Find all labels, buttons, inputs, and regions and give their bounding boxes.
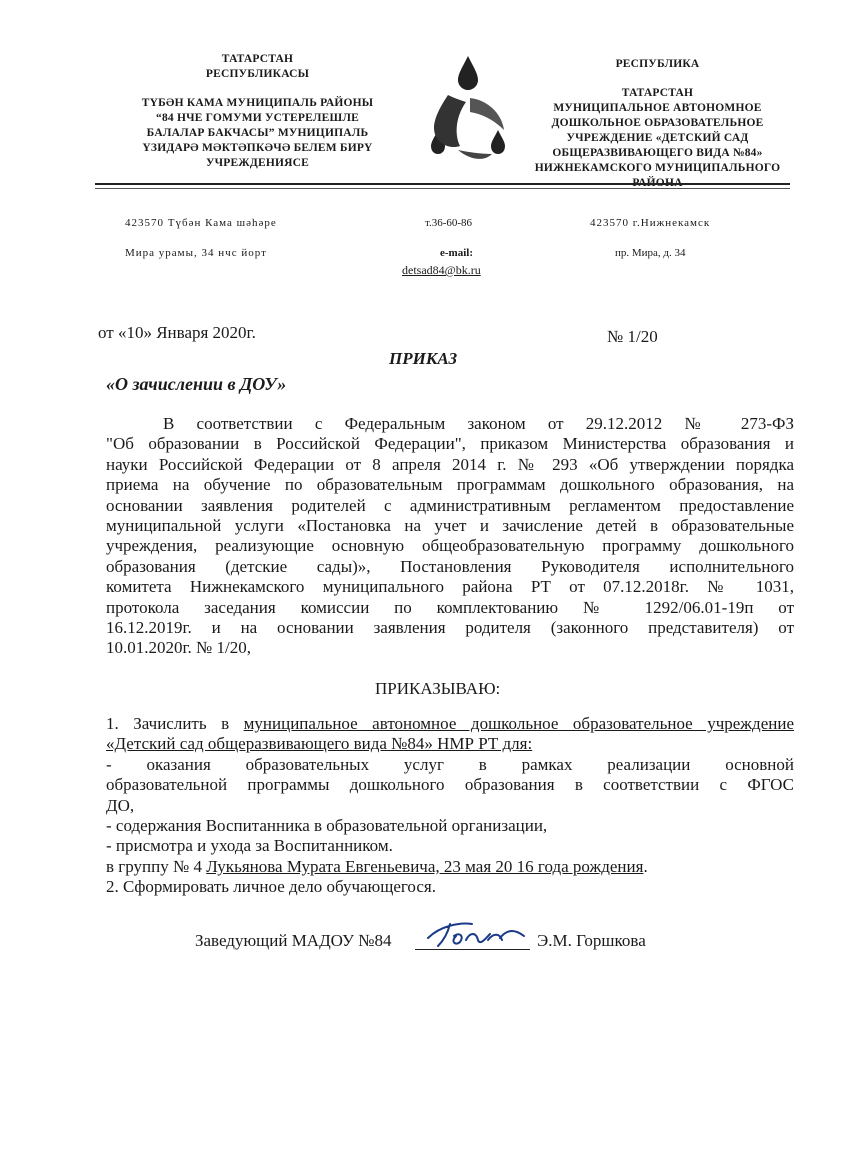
header-right-line: УЧРЕЖДЕНИЕ «ДЕТСКИЙ САД xyxy=(566,132,749,144)
group-line xyxy=(106,857,794,877)
preamble-line: протокола заседания комиссии по комплектованию № 1292/06.01-19п от xyxy=(106,597,794,617)
header-left xyxy=(130,52,385,171)
head-name: Э.М. Горшкова xyxy=(537,931,646,950)
item-1-line-1 xyxy=(106,714,794,734)
bullet-3: - присмотра и ухода за Воспитанником. xyxy=(106,836,393,856)
signature-icon xyxy=(420,918,530,954)
preamble-line: образования (детские сады)», Постановления Руководителя исполнительного xyxy=(106,556,794,576)
preamble-line: 10.01.2020г. № 1/20, xyxy=(106,638,251,658)
header-left-line: “84 НЧЕ ГОМУМИ УСТЕРЕЛЕШЛЕ xyxy=(156,112,359,124)
contact-right-postcode: 423570 г.Нижнекамск xyxy=(590,217,711,229)
preamble-line: основании заявления родителей с административным регламентом предоставление xyxy=(106,495,794,515)
bullet-2: - содержания Воспитанника в образовательной организации, xyxy=(106,816,548,836)
order-title: ПРИКАЗ xyxy=(389,349,458,368)
preamble-line: В соответствии с Федеральным законом от 29.12.2012 № 273-ФЗ xyxy=(163,414,794,433)
header-left-line: РЕСПУБЛИКАСЫ xyxy=(205,68,310,80)
header-right-line: НИЖНЕКАМСКОГО МУНИЦИПАЛЬНОГО xyxy=(534,162,781,174)
group-prefix: в группу № 4 xyxy=(106,856,207,876)
preamble xyxy=(106,414,794,659)
contact-left-postcode: 423570 Түбән Кама шәһәре xyxy=(125,217,277,229)
decree-word: ПРИКАЗЫВАЮ: xyxy=(375,679,501,698)
bullet-1-line-2: образовательной программы дошкольного образования в соответствии с ФГОС xyxy=(106,775,794,795)
group-suffix: . xyxy=(643,856,648,876)
header-right-line: РЕСПУБЛИКА xyxy=(615,58,700,70)
preamble-line: учреждения, реализующие основную общеобразовательную программу дошкольного xyxy=(106,536,794,556)
logo xyxy=(418,50,518,175)
order-items xyxy=(106,714,794,898)
item-1-prefix: 1. Зачислить в xyxy=(106,714,244,733)
header-divider-thin xyxy=(95,188,790,189)
header-right-line: РАЙОНА xyxy=(632,177,683,189)
header-divider xyxy=(95,183,790,185)
item-1-org: муниципальное автономное дошкольное образовательное учреждение xyxy=(243,714,794,733)
bullet-1-line-1: - оказания образовательных услуг в рамках реализации основной xyxy=(106,754,794,774)
header-left-line: БАЛАЛАР БАКЧАСЫ” МУНИЦИПАЛЬ xyxy=(146,127,369,139)
preamble-line: науки Российской Федерации от 8 апреля 2014 г. № 293 «Об утверждении порядка xyxy=(106,454,794,474)
item-2: 2. Сформировать личное дело обучающегося. xyxy=(106,877,436,897)
contact-phone: т.36-60-86 xyxy=(425,217,473,229)
item-1-org-cont: «Детский сад общеразвивающего вида №84» НМР РТ для: xyxy=(106,734,533,754)
preamble-line: "Об образовании в Российской Федерации", приказом Министерства образования и xyxy=(106,434,794,454)
header-left-line: ТҮБӘН КАМА МУНИЦИПАЛЬ РАЙОНЫ xyxy=(141,97,374,109)
preamble-line: муниципальной услуги «Постановка на учет и зачисление детей в образовательные xyxy=(106,516,794,536)
header-right-line: ДОШКОЛЬНОЕ ОБРАЗОВАТЕЛЬНОЕ xyxy=(551,117,764,129)
order-number: № 1/20 xyxy=(607,327,658,346)
preamble-line: приема на обучение по образовательным программам дошкольного образования, на xyxy=(106,475,794,495)
header-right xyxy=(530,57,785,191)
child-name: Лукьянова Мурата Евгеньевича, 23 мая 20 16 года рождения xyxy=(206,856,644,876)
header-right-line: ТАТАРСТАН xyxy=(621,87,694,99)
preamble-line: 16.12.2019г. и на основании заявления родителя (законного представителя) от xyxy=(106,618,794,638)
contact-email-label: e-mail: xyxy=(440,247,473,259)
item-1-line-2 xyxy=(106,734,794,754)
contact-left-street: Мира урамы, 34 нчс йорт xyxy=(125,247,267,259)
order-date: от «10» Января 2020г. xyxy=(98,323,256,342)
logo-drops-icon xyxy=(418,50,518,175)
bullet-1-line-3: ДО, xyxy=(106,795,135,815)
preamble-line: комитета Нижнекамского муниципального района РТ от 07.12.2018г. № 1031, xyxy=(106,577,794,597)
contact-right-street: пр. Мира, д. 34 xyxy=(615,247,686,259)
header-left-line: УЧРЕЖДЕНИЯСЕ xyxy=(205,157,310,169)
contact-email-link[interactable]: detsad84@bk.ru xyxy=(402,263,481,277)
header-left-line: ТАТАРСТАН xyxy=(221,53,294,65)
header-right-line: МУНИЦИПАЛЬНОЕ АВТОНОМНОЕ xyxy=(553,102,762,114)
header-left-line: ҮЗИДАРӘ МӘКТӘПКӘЧӘ БЕЛЕМ БИРҮ xyxy=(142,142,373,154)
order-subject: «О зачислении в ДОУ» xyxy=(106,374,287,394)
header-right-line: ОБЩЕРАЗВИВАЮЩЕГО ВИДА №84» xyxy=(552,147,763,159)
head-title: Заведующий МАДОУ №84 xyxy=(195,931,392,950)
